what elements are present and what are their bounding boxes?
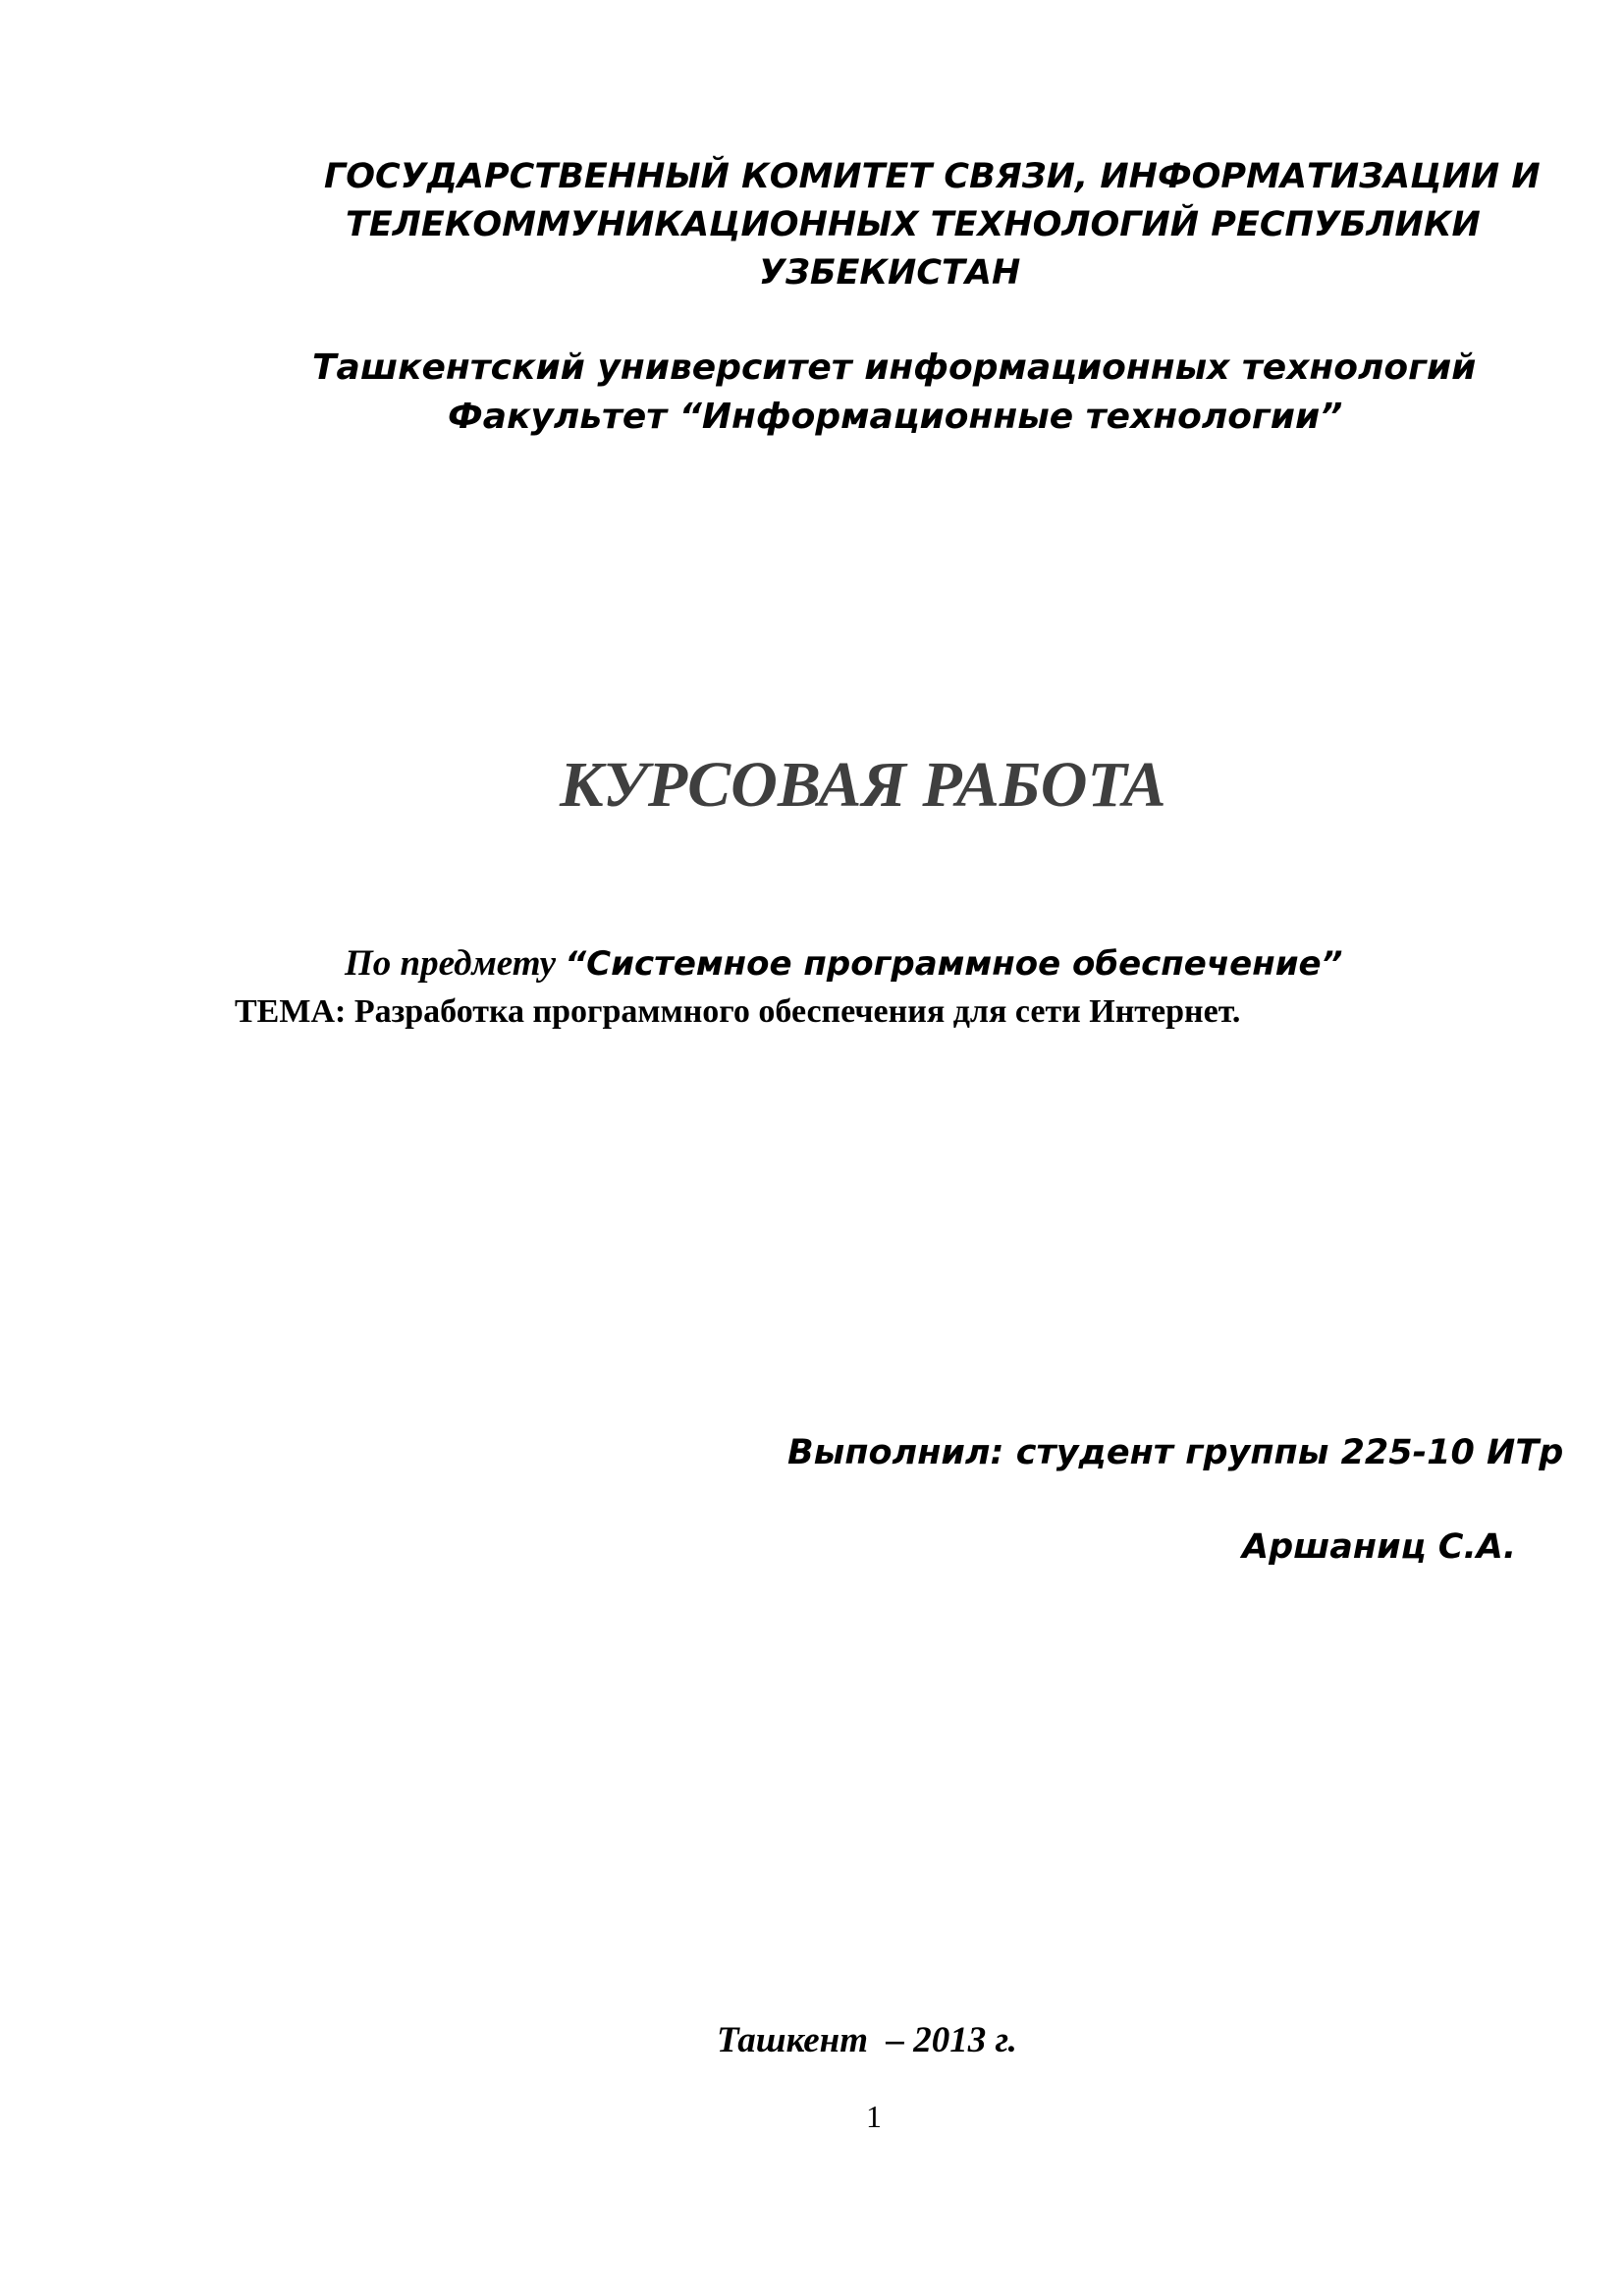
faculty-name: Факультет “Информационные технологии”: [448, 397, 1343, 437]
subject-name: “Системное программное обеспечение”: [565, 944, 1343, 984]
performed-by: Выполнил: студент группы 225-10 ИТр: [787, 1433, 1564, 1472]
topic-line: ТЕМА: Разработка программного обеспечения для сети Интернет.: [235, 993, 1241, 1030]
document-title: КУРСОВАЯ РАБОТА: [560, 749, 1166, 821]
subject-prefix: По предмету: [345, 943, 566, 984]
page-number: 1: [866, 2099, 882, 2134]
author-name: Аршаниц С.А.: [1242, 1527, 1517, 1567]
committee-line-3: УЗБЕКИСТАН: [759, 253, 1021, 293]
university-name: Ташкентский университет информационных технологий: [312, 347, 1477, 388]
committee-line-1: ГОСУДАРСТВЕННЫЙ КОМИТЕТ СВЯЗИ, ИНФОРМАТИЗАЦИИ И: [324, 157, 1541, 196]
subject-line: [345, 942, 1343, 985]
city-year: Ташкент – 2013 г.: [717, 2020, 1017, 2060]
committee-line-2: ТЕЛЕКОММУНИКАЦИОННЫХ ТЕХНОЛОГИЙ РЕСПУБЛИКИ: [346, 205, 1481, 244]
